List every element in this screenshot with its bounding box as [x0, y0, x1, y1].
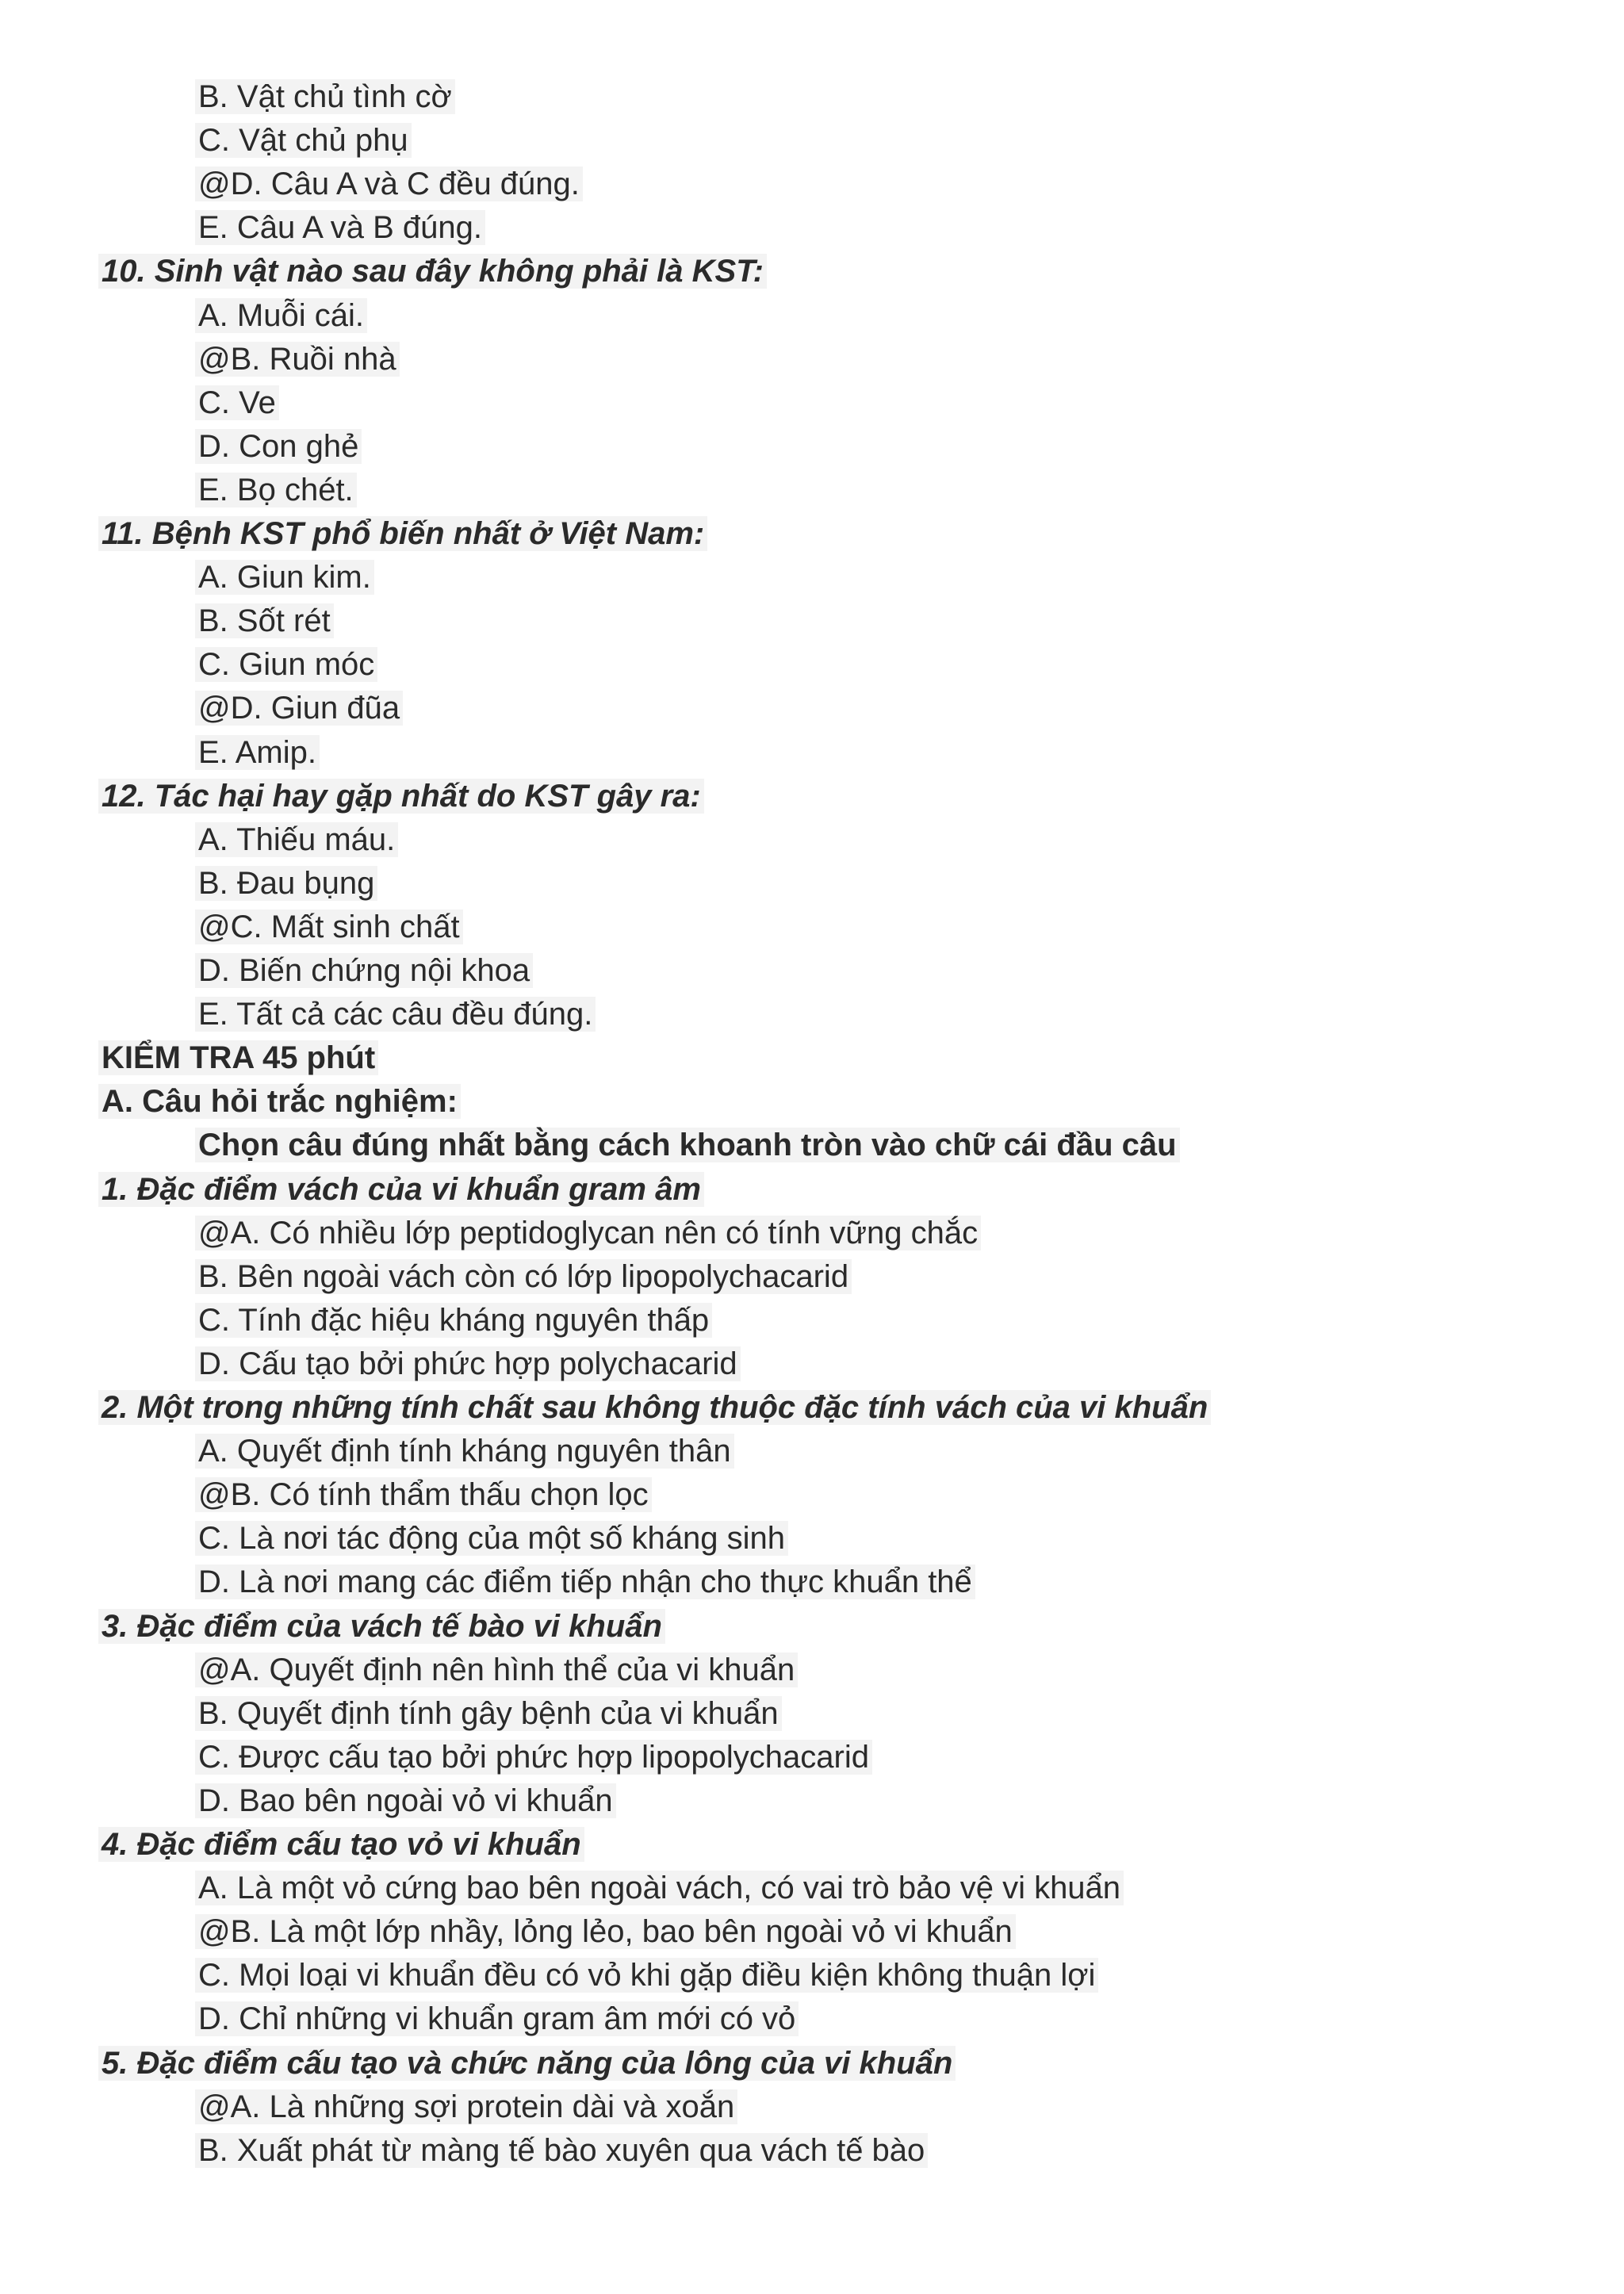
answer-option: [195, 687, 403, 729]
line-text: KIỂM TRA 45 phút: [98, 1040, 378, 1075]
line-text: D. Chỉ những vi khuẩn gram âm mới có vỏ: [195, 2001, 799, 2036]
answer-option: [195, 1343, 741, 1384]
answer-option: [195, 1256, 852, 1297]
line-text: C. Mọi loại vi khuẩn đều có vỏ khi gặp điều kiện không thuận lợi: [195, 1958, 1098, 1993]
line-text: 2. Một trong những tính chất sau không thuộc đặc tính vách của vi khuẩn: [98, 1390, 1211, 1425]
answer-option: [195, 1430, 734, 1472]
line-text: 5. Đặc điểm cấu tạo và chức năng của lông của vi khuẩn: [98, 2046, 956, 2081]
line-text: A. Câu hỏi trắc nghiệm:: [98, 1084, 461, 1119]
section-heading: [98, 1081, 461, 1122]
answer-option: [195, 1693, 782, 1734]
section-heading: [98, 1037, 378, 1078]
line-text: 12. Tác hại hay gặp nhất do KST gây ra:: [98, 779, 704, 814]
line-text: B. Sốt rét: [195, 603, 334, 638]
line-text: A. Muỗi cái.: [195, 298, 367, 333]
line-text: @B. Là một lớp nhầy, lỏng lẻo, bao bên ngoài vỏ vi khuẩn: [195, 1914, 1016, 1949]
line-text: A. Thiếu máu.: [195, 822, 398, 857]
line-text: C. Là nơi tác động của một số kháng sinh: [195, 1521, 788, 1556]
question-text: [98, 776, 704, 817]
line-text: E. Amip.: [195, 735, 320, 770]
question-text: [98, 2043, 956, 2084]
answer-option: [195, 1955, 1098, 1996]
line-text: 11. Bệnh KST phổ biến nhất ở Việt Nam:: [98, 516, 707, 551]
line-text: 1. Đặc điểm vách của vi khuẩn gram âm: [98, 1172, 704, 1207]
line-text: 10. Sinh vật nào sau đây không phải là KST:: [98, 254, 767, 289]
answer-option: [195, 819, 398, 860]
question-text: [98, 1387, 1211, 1428]
line-text: D. Cấu tạo bởi phức hợp polychacarid: [195, 1346, 741, 1381]
answer-option: [195, 1212, 981, 1254]
answer-option: [195, 120, 412, 161]
answer-option: [195, 2130, 928, 2171]
answer-option: [195, 732, 320, 773]
answer-option: [195, 994, 596, 1035]
answer-option: [195, 1518, 788, 1559]
line-text: C. Ve: [195, 385, 279, 420]
line-text: A. Quyết định tính kháng nguyên thân: [195, 1434, 734, 1469]
question-text: [98, 251, 767, 292]
answer-option: [195, 1300, 712, 1341]
line-text: @D. Giun đũa: [195, 691, 403, 726]
answer-option: [195, 950, 533, 991]
answer-option: [195, 1474, 652, 1515]
line-text: E. Câu A và B đúng.: [195, 210, 485, 245]
question-text: [98, 513, 707, 554]
line-text: E. Tất cả các câu đều đúng.: [195, 997, 596, 1032]
line-text: C. Vật chủ phụ: [195, 123, 412, 158]
line-text: B. Xuất phát từ màng tế bào xuyên qua vách tế bào: [195, 2133, 928, 2168]
line-text: D. Biến chứng nội khoa: [195, 953, 533, 988]
line-text: @A. Là những sợi protein dài và xoắn: [195, 2089, 737, 2124]
answer-option: [195, 863, 377, 904]
answer-option: [195, 163, 583, 205]
line-text: D. Bao bên ngoài vỏ vi khuẩn: [195, 1783, 616, 1818]
answer-option: [195, 1649, 798, 1691]
line-text: B. Bên ngoài vách còn có lớp lipopolychacarid: [195, 1259, 852, 1294]
line-text: D. Là nơi mang các điểm tiếp nhận cho thực khuẩn thể: [195, 1564, 975, 1599]
line-text: A. Là một vỏ cứng bao bên ngoài vách, có vai trò bảo vệ vi khuẩn: [195, 1871, 1124, 1905]
line-text: 4. Đặc điểm cấu tạo vỏ vi khuẩn: [98, 1827, 584, 1862]
line-text: D. Con ghẻ: [195, 429, 362, 464]
answer-option: [195, 76, 455, 117]
answer-option: [195, 469, 357, 511]
question-text: [98, 1606, 665, 1647]
answer-option: [195, 1867, 1124, 1909]
answer-option: [195, 1780, 616, 1821]
answer-option: [195, 557, 374, 598]
answer-option: [195, 600, 334, 641]
line-text: @B. Ruồi nhà: [195, 342, 400, 377]
line-text: B. Vật chủ tình cờ: [195, 79, 455, 114]
answer-option: [195, 426, 362, 467]
answer-option: [195, 382, 279, 423]
line-text: @C. Mất sinh chất: [195, 910, 463, 944]
line-text: A. Giun kim.: [195, 560, 374, 595]
answer-option: [195, 2086, 737, 2127]
line-text: C. Tính đặc hiệu kháng nguyên thấp: [195, 1303, 712, 1338]
answer-option: [195, 339, 400, 380]
answer-option: [195, 906, 463, 948]
line-text: B. Quyết định tính gây bệnh của vi khuẩn: [195, 1696, 782, 1731]
question-text: [98, 1824, 584, 1865]
answer-option: [195, 207, 485, 248]
line-text: @A. Quyết định nên hình thể của vi khuẩn: [195, 1653, 798, 1687]
line-text: Chọn câu đúng nhất bằng cách khoanh tròn vào chữ cái đầu câu: [195, 1128, 1180, 1162]
line-text: 3. Đặc điểm của vách tế bào vi khuẩn: [98, 1609, 665, 1644]
answer-option: [195, 1561, 975, 1603]
line-text: E. Bọ chét.: [195, 473, 357, 507]
answer-option: [195, 1737, 872, 1778]
line-text: @A. Có nhiều lớp peptidoglycan nên có tính vững chắc: [195, 1216, 981, 1250]
answer-option: [195, 1911, 1016, 1952]
line-text: C. Giun móc: [195, 647, 377, 682]
line-text: @D. Câu A và C đều đúng.: [195, 167, 583, 201]
line-text: @B. Có tính thẩm thấu chọn lọc: [195, 1477, 652, 1512]
line-text: B. Đau bụng: [195, 866, 377, 901]
answer-option: [195, 1998, 799, 2039]
question-text: [98, 1169, 704, 1210]
answer-option: [195, 295, 367, 336]
line-text: C. Được cấu tạo bởi phức hợp lipopolychacarid: [195, 1740, 872, 1775]
instruction-text: [195, 1124, 1180, 1166]
answer-option: [195, 644, 377, 685]
